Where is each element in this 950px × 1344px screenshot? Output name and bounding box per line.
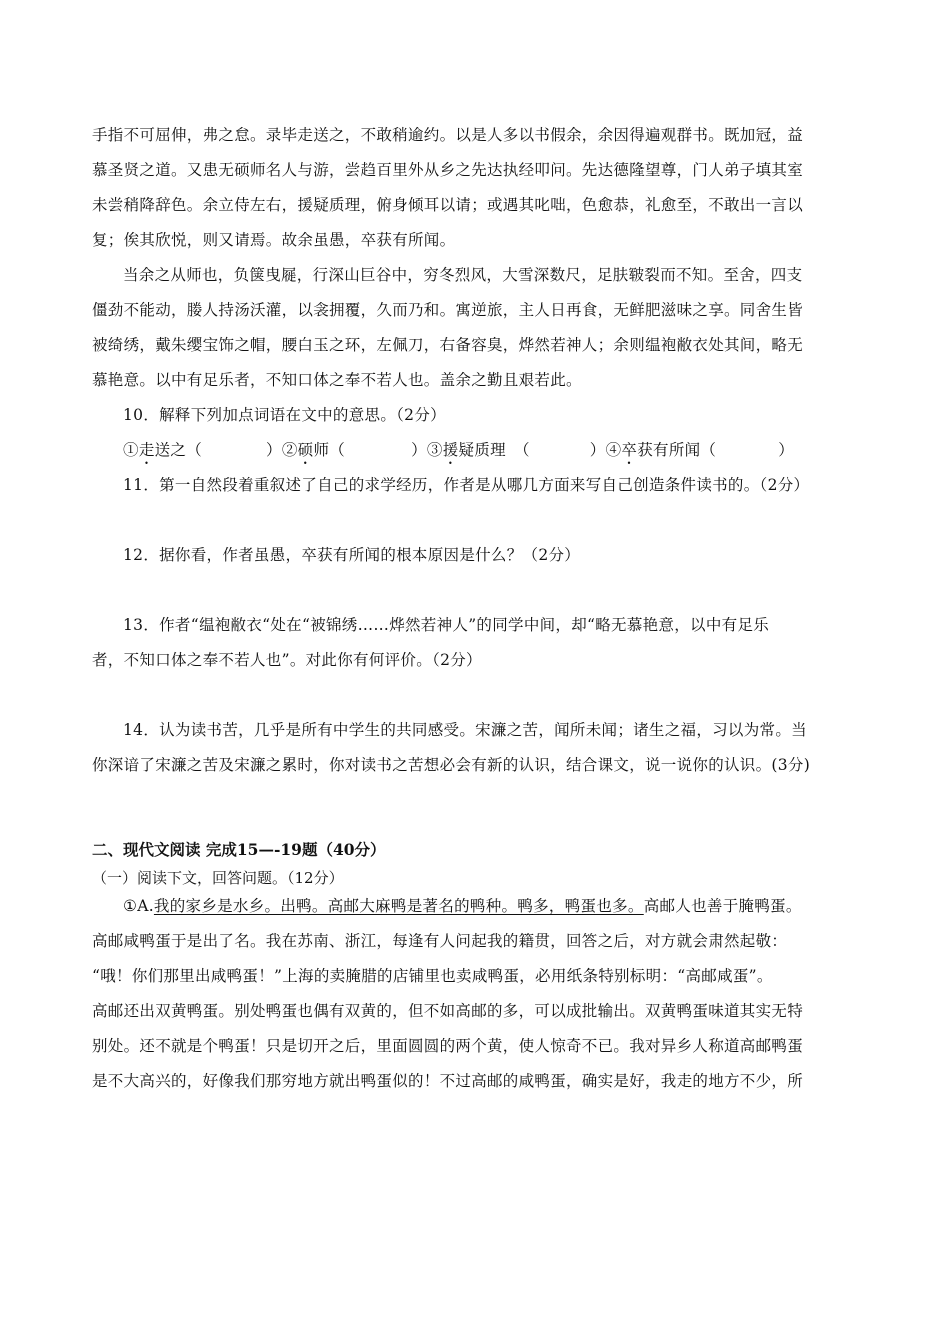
item-number: ③ xyxy=(426,441,443,459)
question-10-items xyxy=(92,433,862,468)
question-11: 11．第一自然段着重叙述了自己的求学经历，作者是从哪几方面来写自己创造条件读书的。（2分） xyxy=(123,476,810,494)
item-number: ② xyxy=(281,441,298,459)
passage-text: 高邮人也善于腌鸭蛋。 xyxy=(643,897,802,915)
passage-line: 未尝稍降辞色。余立侍左右，援疑质理，俯身倾耳以请；或遇其叱咄，色愈恭，礼愈至，不敢出一言以 xyxy=(92,196,804,214)
question-12: 12．据你看，作者虽愚，卒获有所闻的根本原因是什么？（2分） xyxy=(123,546,581,564)
passage-line: 僵劲不能动，媵人持汤沃灌，以衾拥覆，久而乃和。寓逆旅，主人日再食，无鲜肥滋味之享。同舍生皆 xyxy=(92,301,804,319)
dotted-word: 硕 xyxy=(297,441,314,459)
item-number: ① xyxy=(123,441,139,459)
passage-line: “哦！你们那里出咸鸭蛋！”上海的卖腌腊的店铺里也卖咸鸭蛋，必用纸条特别标明：“高邮咸蛋”。 xyxy=(92,967,773,985)
underlined-sentence: 我的家乡是水乡。出鸭。高邮大麻鸭是著名的鸭种。鸭多，鸭蛋也多。 xyxy=(153,897,644,915)
dotted-word: 援 xyxy=(442,441,459,459)
passage-line: 别处。还不就是个鸭蛋！只是切开之后，里面圆圆的两个黄，使人惊奇不已。我对异乡人称道高邮鸭蛋 xyxy=(92,1037,804,1055)
document-page xyxy=(92,118,862,1099)
item-text: 送之（ xyxy=(154,441,203,459)
item-text: 疑质理 （ xyxy=(458,441,530,459)
passage-line: 当余之从师也，负箧曳屣，行深山巨谷中，穷冬烈风，大雪深数尺，足肤皲裂而不知。至舍，四支 xyxy=(123,266,803,284)
passage-line: 复；俟其欣悦，则又请焉。故余虽愚，卒获有所闻。 xyxy=(92,231,456,249)
passage-line: 慕圣贤之道。又患无硕师名人与游，尝趋百里外从乡之先达执经叩问。先达德隆望尊，门人弟子填其室 xyxy=(92,161,804,179)
dotted-word: 走 xyxy=(138,441,155,459)
passage-line: 高邮还出双黄鸭蛋。别处鸭蛋也偶有双黄的，但不如高邮的多，可以成批输出。双黄鸭蛋味道其实无特 xyxy=(92,1002,804,1020)
item-number: ④ xyxy=(605,441,622,459)
q10-item-4 xyxy=(606,441,794,459)
section-subheading: （一）阅读下文，回答问题。（12分） xyxy=(92,869,344,887)
question-14-line-1: 14．认为读书苦，几乎是所有中学生的共同感受。宋濂之苦，闻所未闻；诸生之福，习以为常。当 xyxy=(123,721,807,739)
item-close: ） xyxy=(778,441,795,459)
passage-line xyxy=(92,889,862,924)
question-13-line-1: 13．作者“缊袍敝衣“处在“被锦绣……烨然若神人”的同学中间，却“略无慕艳意，以中有足乐 xyxy=(123,616,770,634)
paragraph-marker: ①A. xyxy=(123,897,154,915)
section-heading: 二、现代文阅读 完成15—-19题（40分） xyxy=(92,840,386,859)
classical-passage xyxy=(92,118,862,398)
item-text: 师（ xyxy=(313,441,346,459)
passage-line: 手指不可屈伸，弗之怠。录毕走送之，不敢稍逾约。以是人多以书假余，余因得遍观群书。既加冠，益 xyxy=(92,126,804,144)
item-close: ） xyxy=(589,441,606,459)
passage-line: 高邮咸鸭蛋于是出了名。我在苏南、浙江，每逢有人问起我的籍贯，回答之后，对方就会肃然起敬： xyxy=(92,932,788,950)
q10-item-1 xyxy=(123,441,282,459)
passage-line: 慕艳意。以中有足乐者，不知口体之奉不若人也。盖余之勤且艰若此。 xyxy=(92,371,582,389)
item-close: ） xyxy=(411,441,427,459)
item-close: ） xyxy=(266,441,282,459)
question-14-line-2: 你深谙了宋濂之苦及宋濂之累时，你对读书之苦想必会有新的认识，结合课文，说一说你的认识。(3分) xyxy=(92,756,811,774)
question-10-stem: 10．解释下列加点词语在文中的意思。（2分） xyxy=(123,406,446,424)
passage-line: 被绮绣，戴朱缨宝饰之帽，腰白玉之环，左佩刀，右备容臭，烨然若神人；余则缊袍敝衣处其间，略无 xyxy=(92,336,804,354)
question-13-line-2: 者，不知口体之奉不若人也”。对此你有何评价。（2分） xyxy=(92,651,482,669)
item-text: 获有所闻（ xyxy=(637,441,717,459)
q10-item-2 xyxy=(282,441,427,459)
dotted-word: 卒 xyxy=(621,441,638,459)
q10-item-3 xyxy=(427,441,606,459)
passage-line: 是不大高兴的，好像我们那穷地方就出鸭蛋似的！不过高邮的咸鸭蛋，确实是好，我走的地方不少，所 xyxy=(92,1072,804,1090)
modern-passage xyxy=(92,889,862,1099)
